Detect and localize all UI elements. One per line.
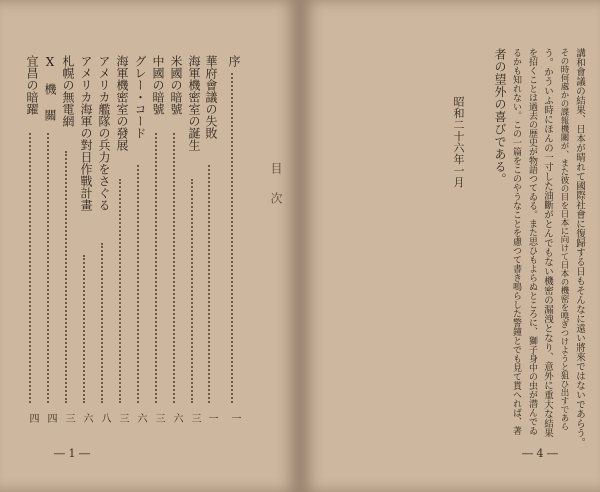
- right-page-preface: [300, 0, 600, 492]
- toc-entry: [42, 55, 58, 423]
- toc-entry: [24, 55, 40, 423]
- toc-entry: [226, 55, 242, 423]
- toc-entry-page: 六: [171, 413, 182, 423]
- toc-leader: [191, 179, 193, 403]
- toc-entry-label: アメリカ艦隊の兵力をさぐる: [97, 55, 111, 211]
- left-page-folio: ― 1 ―: [54, 447, 90, 460]
- right-page-folio: ― 4 ―: [522, 447, 558, 460]
- toc-entry: [60, 55, 76, 423]
- toc-entry-label: 宜昌の暗躍: [25, 55, 39, 115]
- toc-leader: [65, 151, 67, 403]
- toc-entry-label: 華府會議の失敗: [204, 55, 218, 139]
- toc-entry-page: 六: [81, 413, 92, 423]
- toc-entry-page: 六: [135, 413, 146, 423]
- preface-line: るかも知れない。この一篇をこのやうなことを慮つて書き鳴らした警鐘とでも見て貰へれば、著: [511, 48, 521, 435]
- toc-entry: [203, 55, 219, 423]
- toc-entry-label: アメリカ海軍の對日作戰計畫: [79, 55, 93, 211]
- toc-entry: [168, 55, 184, 423]
- toc-entry-page: 三: [117, 413, 128, 423]
- preface-line: 者の望外の喜びである。: [493, 48, 507, 186]
- toc-leader: [155, 133, 157, 403]
- toc-leader: [101, 243, 103, 403]
- toc-leader: [119, 179, 121, 403]
- toc-leader: [83, 255, 85, 403]
- toc-leader: [29, 133, 31, 403]
- toc-entry-page: 三: [63, 413, 74, 423]
- toc-entry-page: 三: [189, 413, 200, 423]
- toc-entry-label: 米國の暗號: [169, 55, 183, 115]
- toc-leader: [173, 133, 175, 403]
- toc-entry-label: 札幌の無電網: [61, 55, 75, 127]
- toc-entry-label: 序: [227, 55, 241, 67]
- toc-entry: [150, 55, 166, 423]
- preface-line: う。かういふ時にほんの一寸した油斷がとんでもない機密の漏洩となり、意外に重大な結果: [542, 48, 553, 438]
- toc-entry-label: 海軍機密室の誕生: [187, 55, 201, 151]
- toc-leader: [137, 165, 139, 403]
- toc-entry: [96, 55, 112, 423]
- preface-line: を招くことは過去の歴史が物語つてゐる。また思ひもよらぬところに、獅子身中の虫が潜んでゐ: [527, 48, 537, 435]
- toc-leader: [208, 165, 210, 403]
- toc-entry-page: 一: [206, 413, 217, 423]
- preface-line: 講和會議の結果、日本が晴れて國際社會に復歸する日もそんなに遠い將來ではないであらう。: [574, 48, 585, 447]
- toc-entry-label: 中國の暗號: [151, 55, 165, 115]
- toc-leader: [47, 133, 49, 403]
- toc-entry: [186, 55, 202, 423]
- toc-leader: [231, 73, 233, 403]
- preface-line: その時何處かの諜報機關が、また彼の目を日本に向けて日本の機密を嗅ぎつけようと狙ひ出すであら: [559, 48, 569, 431]
- toc-entry: [78, 55, 94, 423]
- toc-entry-page: 四: [45, 413, 56, 423]
- toc-entry-page: 八: [99, 413, 110, 423]
- contents-heading: 目次: [269, 162, 283, 222]
- toc-entry-page: 三: [153, 413, 164, 423]
- toc-entry-label: 海軍機密室の發展: [115, 55, 129, 151]
- toc-entry: [114, 55, 130, 423]
- toc-entry: [132, 55, 148, 423]
- preface-date: 昭和二十六年一月: [452, 96, 465, 188]
- toc-entry-page: 四: [27, 413, 38, 423]
- toc-entry-label: X 機 關: [43, 55, 57, 121]
- toc-entry-label: グレー・コード: [133, 55, 147, 139]
- toc-entry-page: 一: [229, 413, 240, 423]
